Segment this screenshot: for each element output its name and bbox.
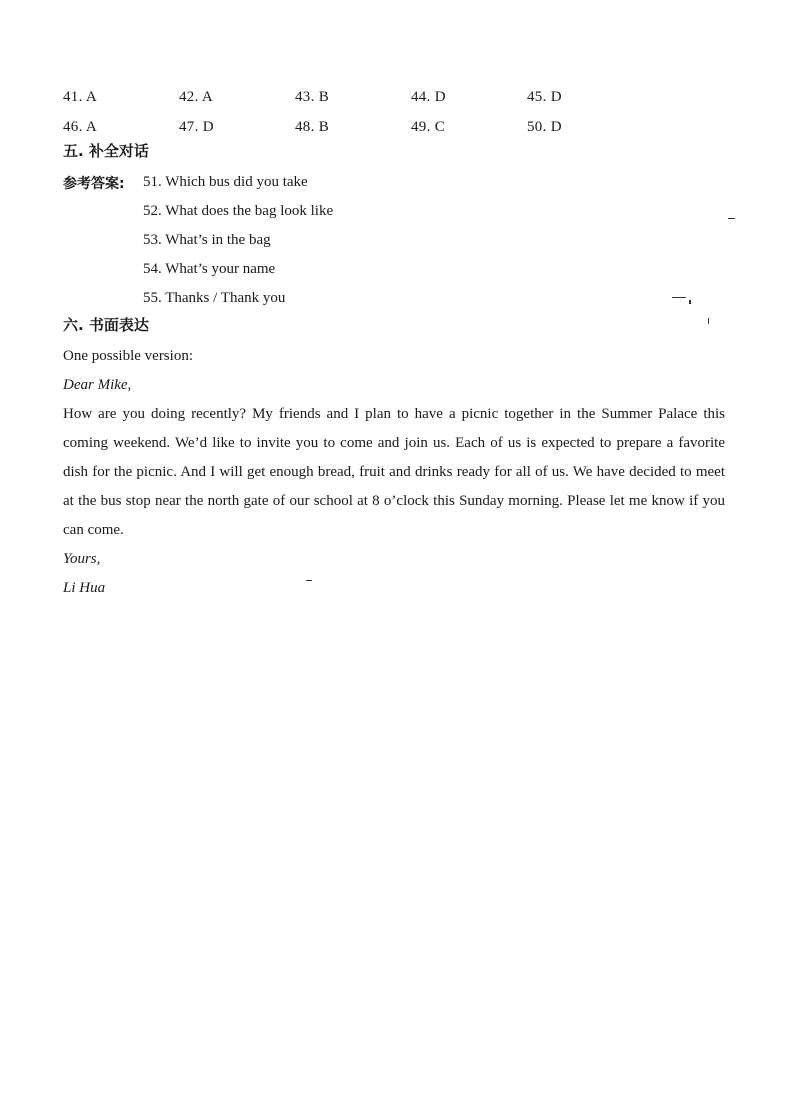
letter-closing: Yours, [63,551,101,567]
answer-46: 46. A [63,118,98,135]
answer-45: 45. D [527,88,562,105]
answer-44: 44. D [411,88,446,105]
section-5-heading: 五. 补全对话 [63,142,149,160]
dialog-item [63,255,333,284]
answer-48: 48. B [295,118,330,135]
writing-intro: One possible version: [63,348,193,364]
answer-41: 41. A [63,88,98,105]
dialog-answer-55: 55. Thanks / Thank you [143,290,286,306]
answers-row-1 [63,82,643,112]
answer-43: 43. B [295,88,330,105]
writing-sample [63,342,725,603]
dialog-item [63,284,333,313]
dialog-answer-51: 51. Which bus did you take [143,174,308,190]
dialog-answer-53: 53. What’s in the bag [143,232,271,248]
answers-row-2 [63,112,643,142]
dialog-answers [63,168,333,313]
reference-answer-label: 参考答案: [63,175,125,192]
scan-speck [306,580,312,581]
multiple-choice-answers [63,82,643,142]
letter-signature: Li Hua [63,580,106,596]
answer-50: 50. D [527,118,562,135]
letter-body: How are you doing recently? My friends and I plan to have a picnic together in the Summer Palace this coming weekend. We’d like to invite you to come and join us. Each of us is expected to prepare a favorite dish for the picnic. And I will get enough bread, fruit and drinks ready for all of us. We have decided to meet at the bus stop near the north gate of our school at 8 o’clock this Sunday morning. Please let me know if you can come. [63,406,725,538]
answer-47: 47. D [179,118,214,135]
scan-speck [728,218,735,219]
dialog-item [63,226,333,255]
section-6-heading: 六. 书面表达 [63,316,149,334]
dialog-answer-54: 54. What’s your name [143,261,276,277]
dialog-answer-52: 52. What does the bag look like [143,203,334,219]
answer-49: 49. C [411,118,446,135]
answer-42: 42. A [179,88,214,105]
scan-speck [672,297,686,298]
scan-speck [708,318,709,324]
letter-salutation: Dear Mike, [63,377,132,393]
scan-speck [689,300,691,304]
dialog-item [63,168,333,197]
dialog-item [63,197,333,226]
